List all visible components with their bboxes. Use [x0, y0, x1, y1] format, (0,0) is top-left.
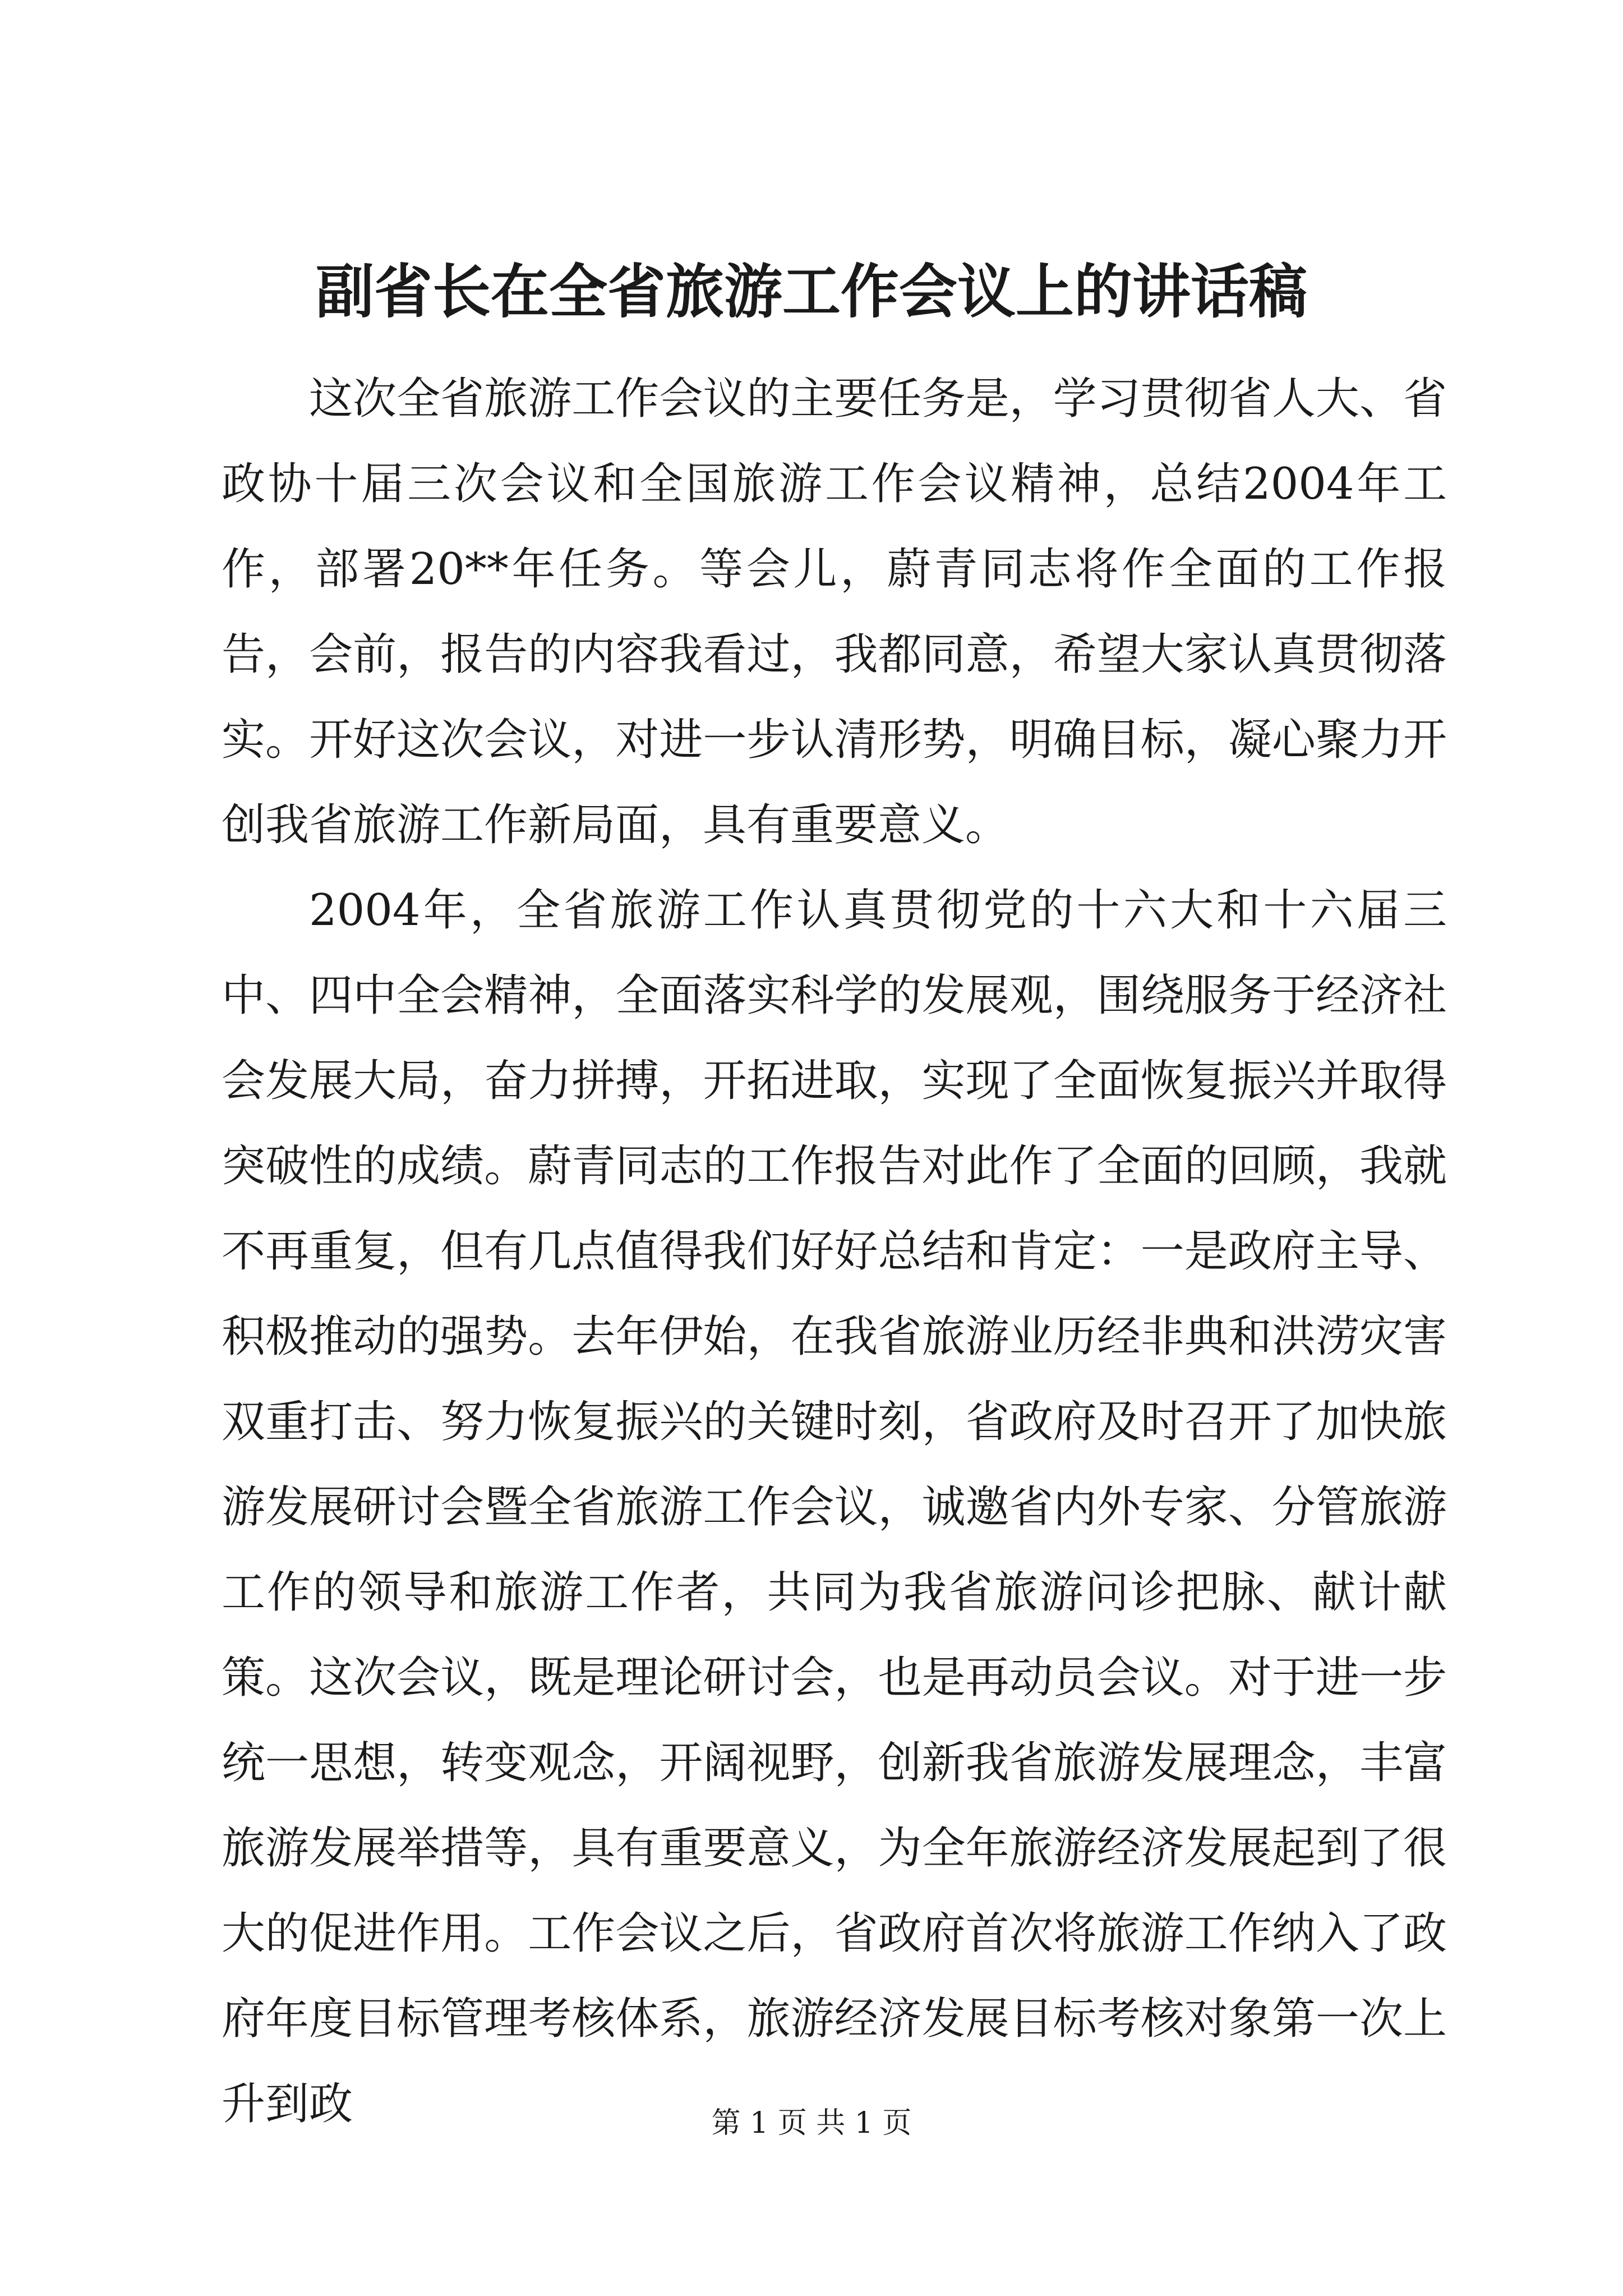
document-title: 副省长在全省旅游工作会议上的讲话稿 — [315, 257, 1307, 326]
document-body — [222, 356, 1447, 2147]
paragraph: 2004年，全省旅游工作认真贯彻党的十六大和十六届三中、四中全会精神，全面落实科学的发展观，围绕服务于经济社会发展大局，奋力拼搏，开拓进取，实现了全面恢复振兴并取得突破性的成绩。蔚青同志的工作报告对此作了全面的回顾，我就不再重复，但有几点值得我们好好总结和肯定：一是政府主导、积极推动的强势。去年伊始，在我省旅游业历经非典和洪涝灾害双重打击、努力恢复振兴的关键时刻，省政府及时召开了加快旅游发展研讨会暨全省旅游工作会议，诚邀省内外专家、分管旅游工作的领导和旅游工作者，共同为我省旅游问诊把脉、献计献策。这次会议，既是理论研讨会，也是再动员会议。对于进一步统一思想，转变观念，开阔视野，创新我省旅游发展理念，丰富旅游发展举措等，具有重要意义，为全年旅游经济发展起到了很大的促进作用。工作会议之后，省政府首次将旅游工作纳入了政府年度目标管理考核体系，旅游经济发展目标考核对象第一次上升到政 — [222, 885, 1447, 2129]
paragraph: 这次全省旅游工作会议的主要任务是，学习贯彻省人大、省政协十届三次会议和全国旅游工作会议精神，总结2004年工作，部署20**年任务。等会儿，蔚青同志将作全面的工作报告，会前，报告的内容我看过，我都同意，希望大家认真贯彻落实。开好这次会议，对进一步认清形势，明确目标，凝心聚力开创我省旅游工作新局面，具有重要意义。 — [222, 374, 1447, 850]
page-footer: 第 1 页 共 1 页 — [711, 2106, 912, 2140]
